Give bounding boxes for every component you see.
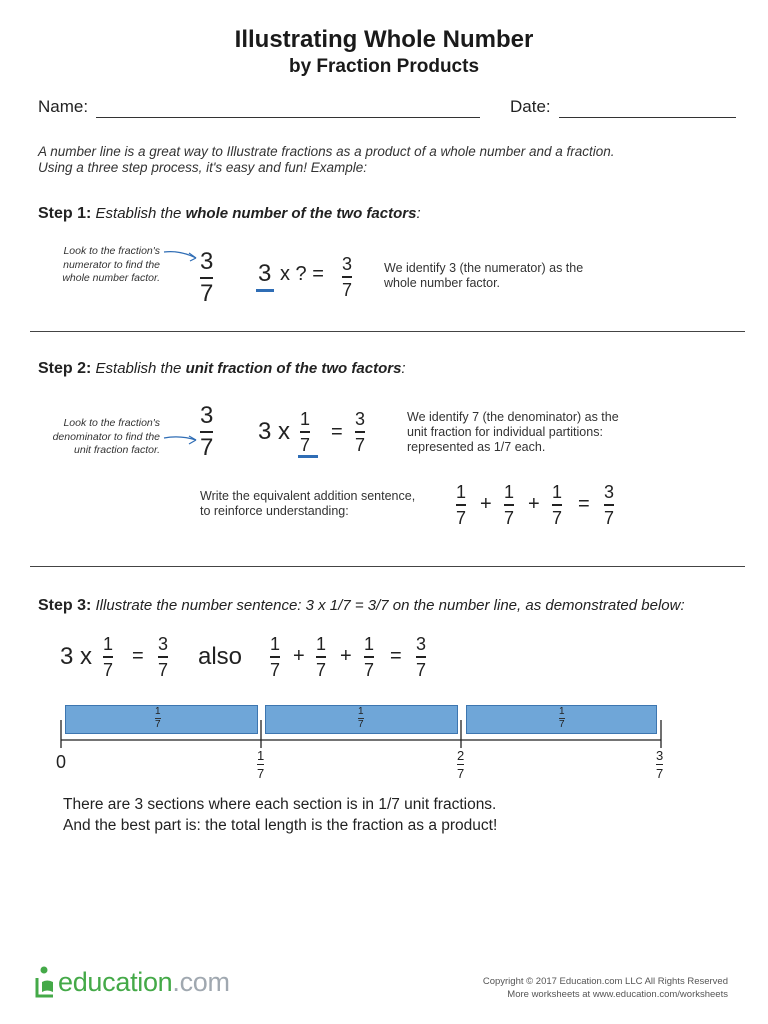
step1-explanation	[384, 261, 583, 291]
logo-main-text: education	[58, 967, 173, 997]
step3-result-fraction	[158, 635, 168, 679]
segment-3-numerator: 1	[559, 706, 565, 717]
step3-label: Step 3:	[38, 597, 92, 614]
step1-whole-number: 3	[258, 260, 272, 287]
step2-expl-line-3: represented as 1/7 each.	[407, 440, 546, 454]
name-label: Name:	[38, 97, 89, 116]
step1-highlight-underline	[256, 289, 274, 292]
step2-result-fraction	[355, 410, 365, 454]
step2-addend-3-denominator: 7	[552, 507, 563, 528]
step2-addition-note-line-1: Write the equivalent addition sentence,	[200, 489, 416, 503]
step2-expl-line-1: We identify 7 (the denominator) as the	[407, 410, 619, 424]
name-field[interactable]	[96, 117, 480, 118]
step1-equation-middle: x ? =	[280, 263, 324, 285]
segment-2-denominator: 7	[358, 719, 364, 730]
step2-result-numerator: 3	[355, 409, 366, 429]
step2-addition-note-line-2: to reinforce understanding:	[200, 504, 349, 518]
step3-addend-2	[316, 635, 326, 679]
step3-addend-1-numerator: 1	[270, 634, 281, 654]
step2-highlight-underline	[298, 455, 318, 458]
step2-fraction-numerator: 3	[200, 402, 214, 429]
step1-heading	[38, 205, 421, 223]
step2-plus-2: +	[528, 493, 540, 515]
step3-plus-1: +	[293, 645, 305, 667]
date-field[interactable]	[559, 117, 736, 118]
step3-addend-1	[270, 635, 280, 679]
step2-text-a: Establish the	[95, 360, 182, 377]
step1-result-numerator: 3	[342, 254, 353, 274]
step2-addend-1-denominator: 7	[456, 507, 467, 528]
step2-sum-result-denominator: 7	[604, 507, 615, 528]
step1-fraction-numerator: 3	[200, 248, 214, 275]
footer-copyright	[483, 975, 728, 1001]
divider-1	[30, 331, 745, 332]
step2-addend-2-denominator: 7	[504, 507, 515, 528]
tick-label-0: 0	[56, 752, 67, 772]
step2-sum-result	[604, 483, 614, 527]
step2-addend-2-numerator: 1	[504, 482, 515, 502]
step1-note-line-2: numerator to find the	[63, 258, 160, 271]
step3-equation-left: 3 x	[60, 643, 93, 670]
segment-1-denominator: 7	[155, 719, 161, 730]
step1-arrow-icon	[162, 248, 202, 264]
step1-label: Step 1:	[38, 205, 92, 222]
tick-label-1	[257, 749, 264, 780]
date-label: Date:	[510, 97, 551, 116]
step3-addend-2-numerator: 1	[316, 634, 327, 654]
step1-result-denominator: 7	[342, 279, 353, 300]
step2-arrow-icon	[162, 432, 202, 446]
step1-fraction-denominator: 7	[200, 279, 214, 307]
step2-sum-equals: =	[578, 493, 590, 515]
step3-sum-result	[416, 635, 426, 679]
step2-note	[20, 417, 160, 458]
step2-fraction-denominator: 7	[200, 433, 214, 461]
step2-note-line-3: unit fraction factor.	[74, 444, 160, 456]
step3-unit-fraction	[103, 635, 113, 679]
conclusion-line-1: There are 3 sections where each section is in 1/7 unit fractions.	[63, 796, 497, 813]
step2-sum-result-numerator: 3	[604, 482, 615, 502]
step2-fraction	[200, 404, 213, 460]
step3-sum-result-numerator: 3	[416, 634, 427, 654]
step1-text-b: :	[416, 205, 421, 222]
step2-plus-1: +	[480, 493, 492, 515]
conclusion-line-2: And the best part is: the total length is the fraction as a product!	[63, 817, 498, 834]
more-worksheets-link[interactable]: More worksheets at www.education.com/worksheets	[507, 989, 728, 1000]
step1-expl-line-2: whole number factor.	[384, 276, 501, 290]
intro-text	[38, 144, 738, 176]
step1-note-line-1: Look to the fraction's	[63, 245, 160, 257]
step3-equals: =	[132, 645, 144, 667]
intro-line-2: Using a three step process, it's easy and fun! Example:	[38, 160, 367, 175]
step2-addend-1	[456, 483, 466, 527]
education-logo[interactable]	[58, 967, 230, 998]
step1-note-line-3: whole number factor.	[62, 272, 160, 284]
step2-addend-3	[552, 483, 562, 527]
step1-fraction	[200, 250, 213, 306]
step2-addition-note	[200, 489, 415, 519]
step2-expl-line-2: unit fraction for individual partitions:	[407, 425, 603, 439]
step2-note-line-1: Look to the fraction's	[63, 417, 160, 429]
step2-equals: =	[331, 421, 343, 443]
step3-unit-denominator: 7	[103, 659, 114, 680]
step3-addend-3-denominator: 7	[364, 659, 375, 680]
step1-text-bold: whole number of the two factors	[185, 205, 417, 222]
number-line-axis	[55, 715, 675, 755]
step3-addend-3	[364, 635, 374, 679]
tick-label-3-numerator: 3	[656, 748, 664, 763]
tick-label-2-numerator: 2	[457, 748, 465, 763]
intro-line-1: A number line is a great way to Illustrate fractions as a product of a whole number and a fraction.	[38, 144, 615, 159]
step3-heading	[38, 597, 685, 615]
tick-label-2	[457, 749, 464, 780]
step2-text-bold: unit fraction of the two factors	[185, 360, 402, 377]
step1-note	[20, 245, 160, 286]
logo-dot-com: .com	[172, 967, 230, 997]
step3-addend-3-numerator: 1	[364, 634, 375, 654]
step3-result-denominator: 7	[158, 659, 169, 680]
step2-addend-2	[504, 483, 514, 527]
step2-label: Step 2:	[38, 360, 92, 377]
step2-text-b: :	[401, 360, 406, 377]
step2-addend-3-numerator: 1	[552, 482, 563, 502]
step3-result-numerator: 3	[158, 634, 169, 654]
divider-2	[30, 566, 745, 567]
step3-sum-result-denominator: 7	[416, 659, 427, 680]
tick-label-3	[656, 749, 663, 780]
step2-explanation	[407, 410, 619, 455]
copyright-text: Copyright © 2017 Education.com LLC All Rights Reserved	[482, 976, 728, 987]
education-logo-icon	[33, 964, 59, 1000]
step2-unit-numerator: 1	[300, 409, 311, 429]
step1-text-a: Establish the	[95, 205, 182, 222]
tick-label-1-numerator: 1	[257, 748, 265, 763]
step2-heading	[38, 360, 406, 378]
step3-addend-1-denominator: 7	[270, 659, 281, 680]
step2-addend-1-numerator: 1	[456, 482, 467, 502]
step3-sum-equals: =	[390, 645, 402, 667]
step3-text: Illustrate the number sentence: 3 x 1/7 = 3/7 on the number line, as demonstrated below:	[95, 597, 685, 614]
worksheet-subtitle: by Fraction Products	[288, 56, 480, 77]
worksheet-title: Illustrating Whole Number	[234, 26, 534, 53]
segment-3-denominator: 7	[559, 719, 565, 730]
conclusion-text	[63, 794, 497, 836]
tick-label-1-denominator: 7	[257, 766, 265, 781]
step2-unit-denominator: 7	[300, 434, 311, 455]
step3-also: also	[198, 643, 243, 670]
step1-result-fraction	[342, 255, 352, 299]
step2-note-line-2: denominator to find the	[52, 430, 160, 443]
tick-label-2-denominator: 7	[457, 766, 465, 781]
step3-unit-numerator: 1	[103, 634, 114, 654]
step2-equation-left: 3 x	[258, 418, 291, 445]
segment-1-numerator: 1	[155, 706, 161, 717]
tick-label-3-denominator: 7	[656, 766, 664, 781]
step1-expl-line-1: We identify 3 (the numerator) as the	[384, 261, 584, 275]
step2-unit-fraction	[300, 410, 310, 454]
step3-plus-2: +	[340, 645, 352, 667]
segment-2-numerator: 1	[358, 706, 364, 717]
step3-addend-2-denominator: 7	[316, 659, 327, 680]
step2-result-denominator: 7	[355, 434, 366, 455]
